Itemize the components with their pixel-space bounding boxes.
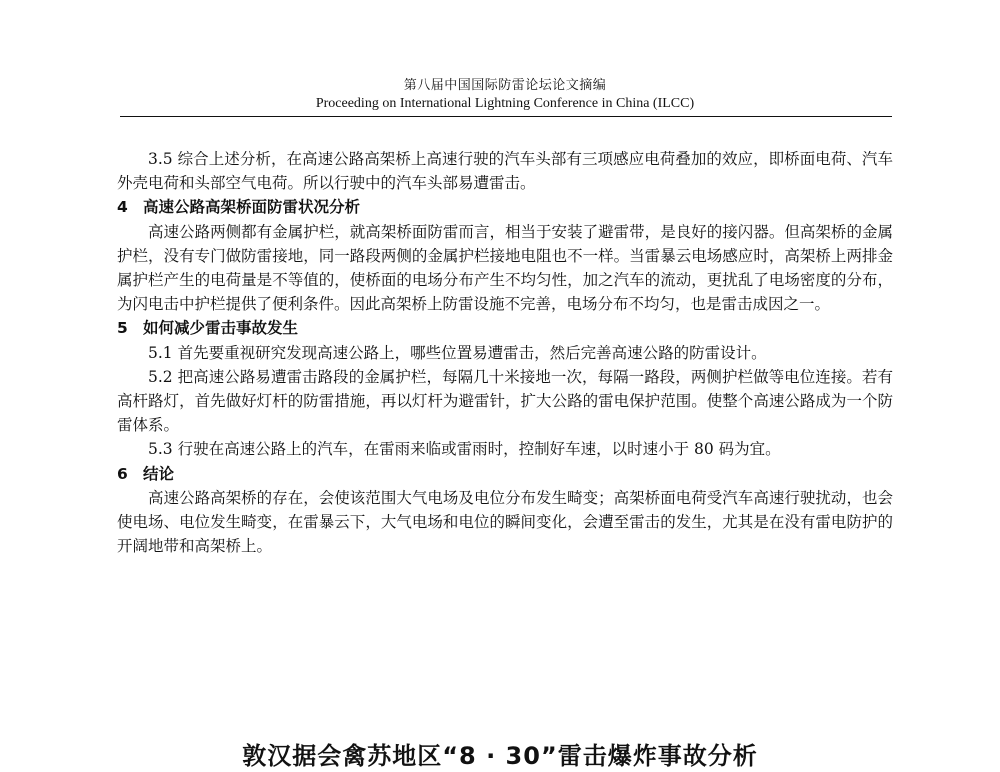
header-title-chinese: 第八届中国国际防雷论坛论文摘编 [403,78,607,93]
next-article-title: 敦汉据会禽苏地区“8 · 30”雷击爆炸事故分析 [242,742,758,770]
section-number-4: 4 [117,198,128,217]
section-heading-4 [117,195,893,219]
header-title-english: Proceeding on International Lightning Conference in China (ILCC) [315,96,695,111]
paragraph-5-3: 5.3 行驶在高速公路上的汽车，在雷雨来临或雷雨时，控制好车速，以时速小于 80 码为宜。 [148,440,781,459]
running-header [120,77,890,113]
section-heading-6 [117,462,893,486]
paragraph-5-1: 5.1 首先要重视研究发现高速公路上，哪些位置易遭雷击，然后完善高速公路的防雷设计。 [148,343,767,362]
section-title-5: 如何减少雷击事故发生 [143,319,299,338]
paragraph-3-5: 3.5 综合上述分析，在高速公路高架桥上高速行驶的汽车头部有三项感应电荷叠加的效应，即桥面电荷、汽车外壳电荷和头部空气电荷。所以行驶中的汽车头部易遭雷击。 [117,150,893,193]
section-number-5: 5 [117,319,128,338]
paragraph-5-2: 5.2 把高速公路易遭雷击路段的金属护栏，每隔几十米接地一次，每隔一路段，两侧护栏做等电位连接。若有高杆路灯，首先做好灯杆的防雷措施，再以灯杆为避雷针，扩大公路的雷电保护范围。使整个高速公路成为一个防雷体系。 [117,367,893,435]
paragraph-4: 高速公路两侧都有金属护栏，就高架桥面防雷而言，相当于安装了避雷带，是良好的接闪器。但高架桥的金属护栏，没有专门做防雷接地，同一路段两侧的金属护栏接地电阻也不一样。当雷暴云电场感应时，高架桥上两排金属护栏产生的电荷量是不等值的，使桥面的电场分布产生不均匀性，加之汽车的流动，更扰乱了电场密度的分布，为闪电击中护栏提供了便利条件。因此高架桥上防雷设施不完善，电场分布不均匀，也是雷击成因之一。 [117,222,893,314]
section-number-6: 6 [117,464,128,483]
section-title-6: 结论 [143,464,175,483]
section-heading-5 [117,316,893,340]
article-body [117,147,893,558]
paragraph-6: 高速公路高架桥的存在，会使该范围大气电场及电位分布发生畸变；高架桥面电荷受汽车高速行驶扰动，也会使电场、电位发生畸变，在雷暴云下，大气电场和电位的瞬间变化，会遭至雷击的发生，尤其是在没有雷电防护的开阔地带和高架桥上。 [117,488,893,556]
header-divider [120,116,892,117]
section-title-4: 高速公路高架桥面防雷状况分析 [143,198,361,217]
